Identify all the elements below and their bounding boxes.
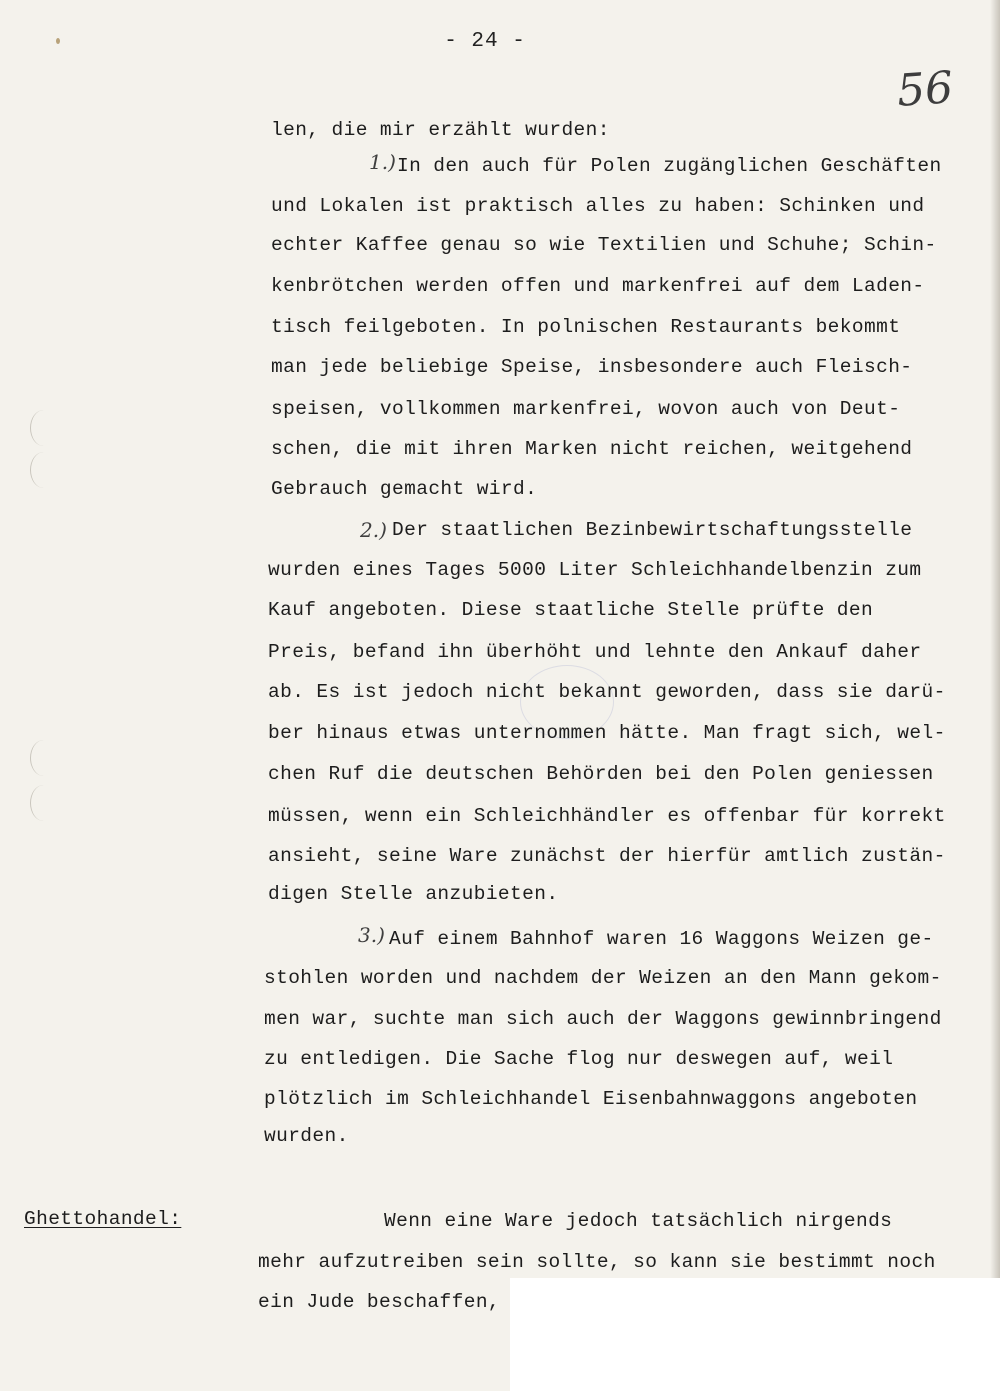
text-line: digen Stelle anzubieten.	[268, 883, 559, 905]
punch-hole	[30, 452, 57, 488]
text-line: schen, die mit ihren Marken nicht reichen, weitgehend	[271, 438, 913, 460]
text-line: Gebrauch gemacht wird.	[271, 478, 538, 500]
paragraph-marker-3: 3.)	[358, 923, 385, 947]
text-line: Kauf angeboten. Diese staatliche Stelle prüfte den	[268, 599, 874, 621]
text-line: Preis, befand ihn überhöht und lehnte den Ankauf daher	[268, 641, 922, 663]
text-line: men war, suchte man sich auch der Waggons gewinnbringend	[264, 1008, 942, 1030]
punch-hole	[30, 740, 57, 776]
text-line: Der staatlichen Bezinbewirtschaftungsstelle	[392, 519, 913, 541]
text-line: ein Jude beschaffen,	[258, 1291, 501, 1313]
punch-hole	[30, 785, 57, 821]
page-edge-shadow	[990, 0, 1000, 1391]
text-line: zu entledigen. Die Sache flog nur deswegen auf, weil	[264, 1048, 894, 1070]
paragraph-marker-1: 1.)	[369, 150, 396, 174]
text-line: man jede beliebige Speise, insbesondere auch Fleisch-	[271, 356, 913, 378]
text-line: tisch feilgeboten. In polnischen Restaurants bekommt	[271, 316, 901, 338]
text-line: Wenn eine Ware jedoch tatsächlich nirgends	[384, 1210, 893, 1232]
text-line: plötzlich im Schleichhandel Eisenbahnwaggons angeboten	[264, 1088, 918, 1110]
text-line: ab. Es ist jedoch nicht bekannt geworden, dass sie darü-	[268, 681, 946, 703]
text-line: Auf einem Bahnhof waren 16 Waggons Weizen ge-	[389, 928, 934, 950]
text-line: len, die mir erzählt wurden:	[271, 119, 610, 141]
text-line: müssen, wenn ein Schleichhändler es offenbar für korrekt	[268, 805, 946, 827]
text-line: wurden eines Tages 5000 Liter Schleichhandelbenzin zum	[268, 559, 922, 581]
text-line: chen Ruf die deutschen Behörden bei den Polen geniessen	[268, 763, 934, 785]
text-line: In den auch für Polen zugänglichen Geschäften	[397, 155, 942, 177]
text-line: ber hinaus etwas unternommen hätte. Man fragt sich, wel-	[268, 722, 946, 744]
paragraph-marker-2: 2.)	[360, 518, 387, 542]
margin-heading: Ghettohandel:	[24, 1208, 182, 1230]
text-line: wurden.	[264, 1125, 349, 1147]
text-line: und Lokalen ist praktisch alles zu haben: Schinken und	[271, 195, 925, 217]
text-line: mehr aufzutreiben sein sollte, so kann sie bestimmt noch	[258, 1251, 936, 1273]
handwritten-folio-number: 56	[895, 62, 955, 117]
blank-corner	[510, 1278, 1000, 1391]
text-line: ansieht, seine Ware zunächst der hierfür amtlich zustän-	[268, 845, 946, 867]
text-line: echter Kaffee genau so wie Textilien und Schuhe; Schin-	[271, 234, 937, 256]
text-line: stohlen worden und nachdem der Weizen an den Mann gekom-	[264, 967, 942, 989]
page-number: - 24 -	[444, 30, 526, 53]
text-line: speisen, vollkommen markenfrei, wovon auch von Deut-	[271, 398, 901, 420]
punch-hole	[30, 410, 57, 446]
text-line: kenbrötchen werden offen und markenfrei auf dem Laden-	[271, 275, 925, 297]
